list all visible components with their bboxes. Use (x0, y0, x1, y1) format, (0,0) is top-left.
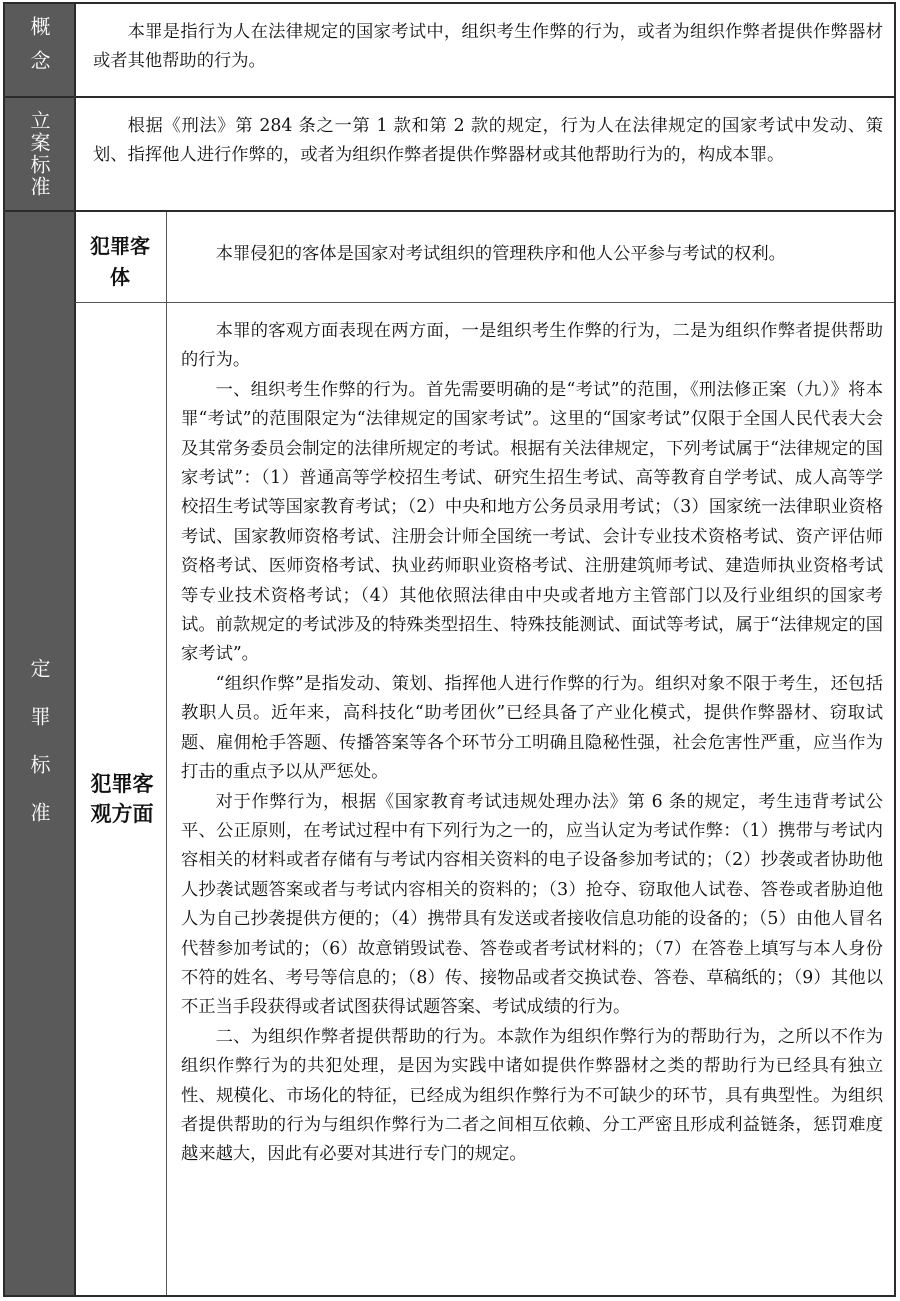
objective-paragraph-4: 对于作弊行为，根据《国家教育考试违规处理办法》第 6 条的规定，考生违背考试公平、公正原则，在考试过程中有下列行为之一的，应当认定为考试作弊：（1）携带与考试内容相关的材料或者存储有与考试内容相关资料的电子设备参加考试的；（2）抄袭或者协助他人抄袭试题答案或者与考试内容相关的资料的；（3）抢夺、窃取他人试卷、答卷或者胁迫他人为自己抄袭提供方便的；（4）携带具有发送或者接收信息功能的设备的；（5）由他人冒名代替参加考试的；（6）故意销毁试卷、答卷或者考试材料的；（7）在答卷上填写与本人身份不符的姓名、考号等信息的；（8）传、接物品或者交换试卷、答卷、草稿纸的；（9）其他以不正当手段获得或者试图获得试题答案、考试成绩的行为。 (181, 791, 883, 1018)
row-divider (5, 210, 894, 212)
filing-text (93, 112, 883, 171)
row-divider (5, 96, 894, 98)
legal-table (3, 2, 896, 1297)
objective-text (181, 317, 883, 1170)
label-column-divider (74, 4, 76, 1295)
filing-label-cell (5, 98, 74, 210)
subrow-divider (75, 302, 894, 303)
object-label: 犯罪客体 (90, 234, 150, 289)
concept-paragraph: 本罪是指行为人在法律规定的国家考试中，组织考生作弊的行为，或者为组织作弊者提供作弊器材或者其他帮助的行为。 (93, 22, 883, 72)
filing-label: 立案标准 (27, 110, 51, 198)
conviction-label: 定罪标准 (27, 657, 51, 850)
filing-paragraph: 根据《刑法》第 284 条之一第 1 款和第 2 款的规定，行为人在法律规定的国家考试中发动、策划、指挥他人进行作弊的，或者为组织作弊者提供作弊器材或其他帮助行为的，构成本罪。 (93, 116, 883, 166)
concept-label-cell (5, 4, 74, 96)
objective-paragraph-2: 一、组织考生作弊的行为。首先需要明确的是“考试”的范围，《刑法修正案（九）》将本罪“考试”的范围限定为“法律规定的国家考试”。这里的“国家考试”仅限于全国人民代表大会及其常务委员会制定的法律所规定的考试。根据有关法律规定，下列考试属于“法律规定的国家考试”：（1）普通高等学校招生考试、研究生招生考试、高等教育自学考试、成人高等学校招生考试等国家教育考试；（2）中央和地方公务员录用考试；（3）国家统一法律职业资格考试、国家教师资格考试、注册会计师全国统一考试、会计专业技术资格考试、资产评估师资格考试、医师资格考试、执业药师职业资格考试、注册建筑师考试、建造师执业资格考试等专业技术资格考试；（4）其他依照法律由中央或者地方主管部门以及行业组织的国家考试。前款规定的考试涉及的特殊类型招生、特殊技能测试、面试等考试，属于“法律规定的国家考试”。 (181, 379, 883, 665)
sublabel-column-divider (166, 212, 167, 1295)
concept-label: 概念 (27, 16, 51, 84)
objective-paragraph-1: 本罪的客观方面表现在两方面，一是组织考生作弊的行为，二是为组织作弊者提供帮助的行为。 (181, 321, 883, 371)
object-text (181, 240, 881, 269)
object-paragraph: 本罪侵犯的客体是国家对考试组织的管理秩序和他人公平参与考试的权利。 (215, 244, 786, 264)
objective-label: 犯罪客观方面 (90, 771, 154, 826)
conviction-label-cell (5, 212, 74, 1295)
objective-paragraph-5: 二、为组织作弊者提供帮助的行为。本款作为组织作弊行为的帮助行为，之所以不作为组织作弊行为的共犯处理，是因为实践中诸如提供作弊器材之类的帮助行为已经具有独立性、规模化、市场化的特征，已经成为组织作弊行为不可缺少的环节，具有典型性。为组织者提供帮助的行为与组织作弊行为二者之间相互依赖、分工严密且形成利益链条，惩罚难度越来越大，因此有必要对其进行专门的规定。 (181, 1026, 883, 1165)
concept-text (93, 18, 883, 77)
objective-paragraph-3: “组织作弊”是指发动、策划、指挥他人进行作弊的行为。组织对象不限于考生，还包括教职人员。近年来，高科技化“助考团伙”已经具备了产业化模式，提供作弊器材、窃取试题、雇佣枪手答题、传播答案等各个环节分工明确且隐秘性强，社会危害性严重，应当作为打击的重点予以从严惩处。 (181, 673, 883, 783)
